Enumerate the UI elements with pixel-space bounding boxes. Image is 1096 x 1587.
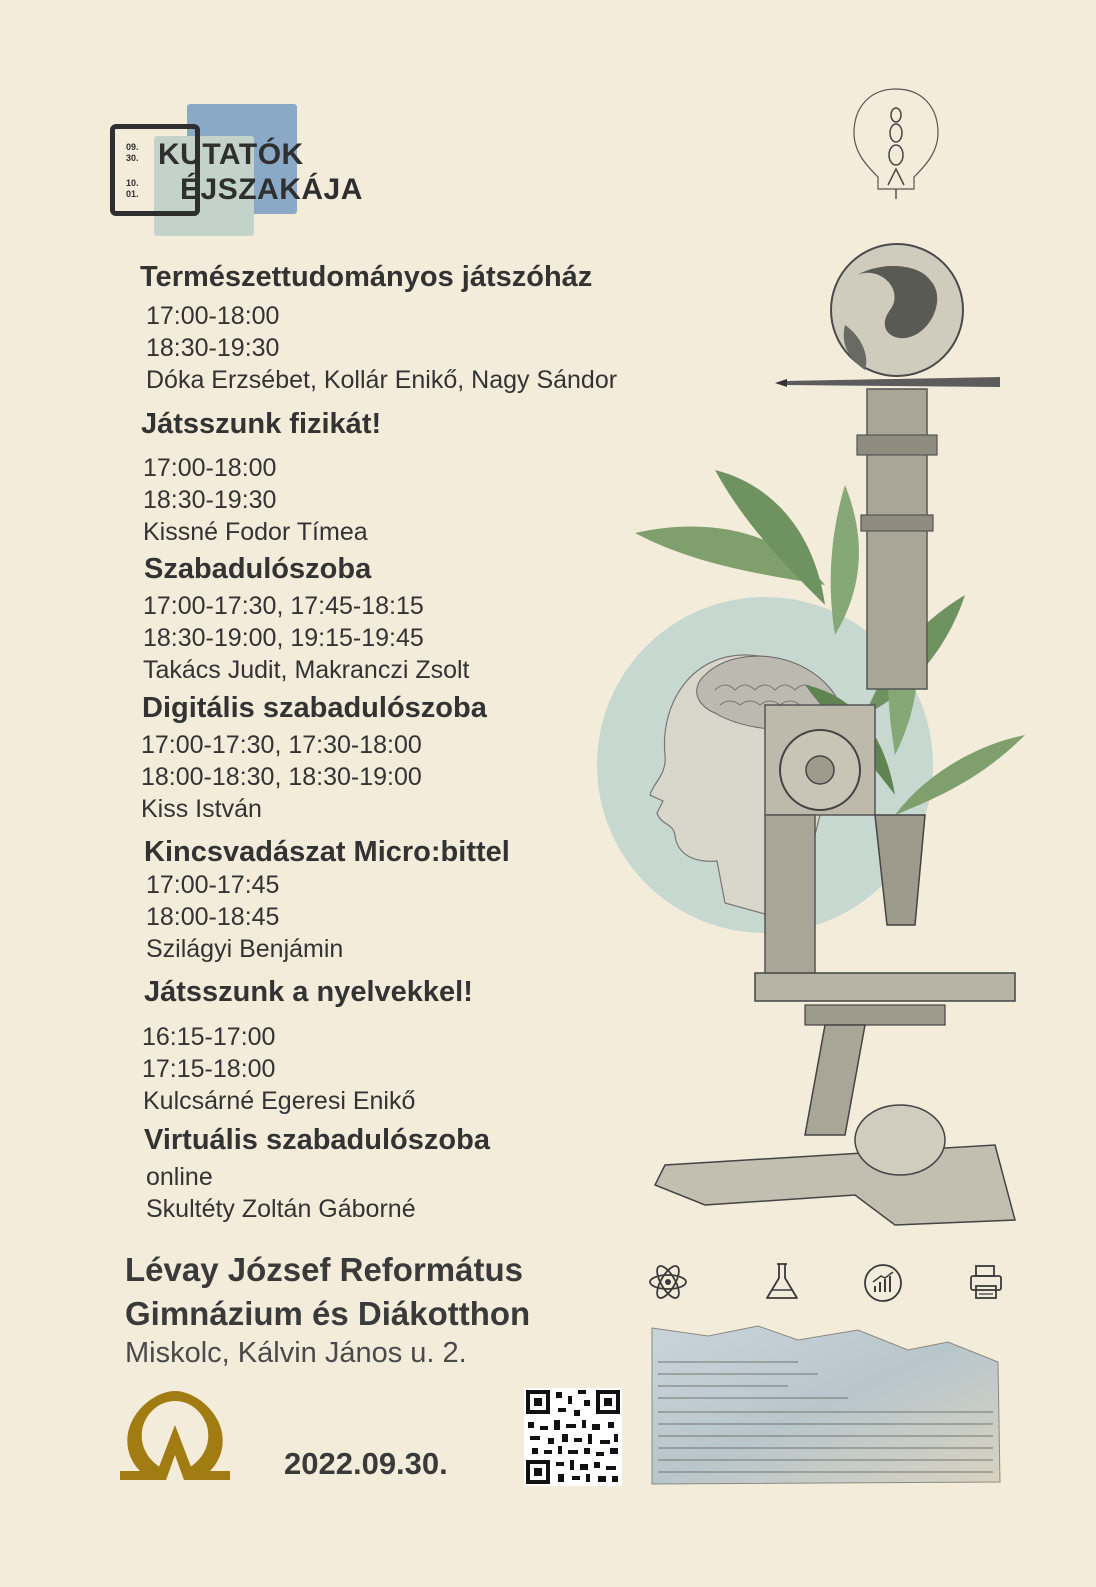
- program-5-line-2: 18:00-18:45: [146, 903, 280, 931]
- program-2-line-3: Kissné Fodor Tímea: [143, 518, 368, 546]
- program-3-line-1: 17:00-17:30, 17:45-18:15: [143, 592, 424, 620]
- logo-title-line2: ÉJSZAKÁJA: [180, 173, 363, 206]
- alpha-omega-emblem: [118, 1385, 233, 1487]
- program-title-3: Szabadulószoba: [144, 553, 372, 585]
- program-6-line-2: 17:15-18:00: [142, 1055, 276, 1083]
- program-title-4: Digitális szabadulószoba: [142, 692, 487, 724]
- program-1-line-1: 17:00-18:00: [146, 302, 280, 330]
- program-1-line-3: Dóka Erzsébet, Kollár Enikő, Nagy Sándor: [146, 366, 618, 394]
- program-4-line-3: Kiss István: [141, 795, 262, 823]
- school-name-line1: Lévay József Református: [125, 1251, 523, 1288]
- school-name-line2: Gimnázium és Diákotthon: [125, 1295, 531, 1332]
- logo-title-line1: KUTATÓK: [158, 138, 304, 171]
- chart-icon: [862, 1262, 904, 1304]
- program-title-5: Kincsvadászat Micro:bittel: [144, 836, 510, 868]
- event-date: 2022.09.30.: [284, 1446, 448, 1481]
- program-3-line-2: 18:30-19:00, 19:15-19:45: [143, 624, 424, 652]
- program-7-line-1: online: [146, 1163, 213, 1191]
- program-4-line-1: 17:00-17:30, 17:30-18:00: [141, 731, 422, 759]
- program-4-line-2: 18:00-18:30, 18:30-19:00: [141, 763, 422, 791]
- program-6-line-1: 16:15-17:00: [142, 1023, 276, 1051]
- program-3-line-3: Takács Judit, Makranczi Zsolt: [143, 656, 470, 684]
- program-2-line-1: 17:00-18:00: [143, 454, 277, 482]
- lightbulb-icon: [848, 85, 944, 205]
- program-1-line-2: 18:30-19:30: [146, 334, 280, 362]
- program-7-line-2: Skultéty Zoltán Gáborné: [146, 1195, 416, 1223]
- program-title-1: Természettudományos játszóház: [140, 261, 593, 293]
- printer-icon: [966, 1262, 1006, 1304]
- flask-icon: [762, 1260, 802, 1304]
- program-2-line-2: 18:30-19:30: [143, 486, 277, 514]
- school-address: Miskolc, Kálvin János u. 2.: [125, 1337, 467, 1369]
- program-title-7: Virtuális szabadulószoba: [144, 1124, 490, 1156]
- program-5-line-3: Szilágyi Benjámin: [146, 935, 344, 963]
- logo-date-bottom: 10. 01.: [126, 178, 139, 199]
- program-6-line-3: Kulcsárné Egeresi Enikő: [143, 1087, 416, 1115]
- atom-icon: [646, 1260, 690, 1304]
- event-logo: [110, 100, 380, 240]
- program-title-6: Játsszunk a nyelvekkel!: [144, 976, 473, 1008]
- microscope-collage-illustration: [595, 235, 1035, 1235]
- newspaper-clipping-image: [648, 1322, 1002, 1488]
- logo-date-top: 09. 30.: [126, 142, 139, 163]
- program-title-2: Játsszunk fizikát!: [141, 408, 382, 440]
- qr-code[interactable]: [524, 1388, 622, 1486]
- program-5-line-1: 17:00-17:45: [146, 871, 280, 899]
